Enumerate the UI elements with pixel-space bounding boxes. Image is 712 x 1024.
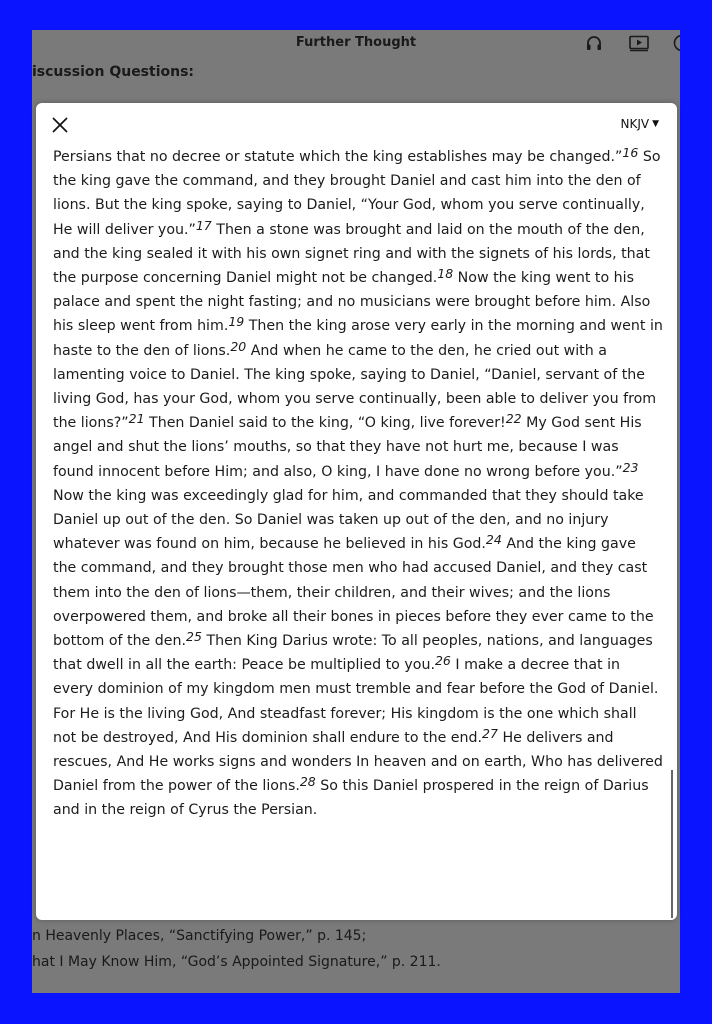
verse-number: 17 xyxy=(195,217,212,233)
more-icon[interactable] xyxy=(672,33,680,53)
reference-line: n Heavenly Places, “Sanctifying Power,” p. 145; xyxy=(32,928,367,944)
verse-text: He delivers and rescues, And He works signs and wonders In heaven and on earth, Who has delivered Daniel from the power of the lions. xyxy=(53,729,663,795)
version-selector[interactable] xyxy=(620,117,659,131)
passage-text xyxy=(53,145,663,905)
verse-number: 27 xyxy=(482,725,498,741)
verse-text: Then the king arose very early in the morning and went in haste to the den of lions. xyxy=(53,318,663,359)
verse-number: 18 xyxy=(437,266,454,282)
verse-text: So this Daniel prospered in the reign of Darius and in the reign of Cyrus the Persian. xyxy=(53,778,649,819)
verse-number: 19 xyxy=(228,314,245,330)
verse-number: 23 xyxy=(622,459,639,475)
verse-text: Now the king went to his palace and spent the night fasting; and no musicians were brought before him. Also his sleep went from him. xyxy=(53,270,651,335)
verse-number: 16 xyxy=(622,145,639,160)
verse-text: Now the king was exceedingly glad for him, and commanded that they should take Daniel up out of the den. So Daniel was taken up out of the den, and no injury whatever was found on him, because he believed in his God. xyxy=(53,487,644,553)
reference-line: hat I May Know Him, “God’s Appointed Signature,” p. 211. xyxy=(32,954,441,970)
discussion-questions-heading: iscussion Questions: xyxy=(32,64,195,80)
close-icon[interactable] xyxy=(50,115,70,135)
verse-number: 24 xyxy=(485,532,502,548)
scrollbar[interactable] xyxy=(671,770,673,918)
verse-text: And when he came to the den, he cried out with a lamenting voice to Daniel. The king spoke, saying to Daniel, “Daniel, servant of the living God, has your God, whom you serve continually, been able to deliver you from the lions?” xyxy=(53,342,657,432)
verse-text: I make a decree that in every dominion of my kingdom men must tremble and fear before the God of Daniel. For He is the living God, And steadfast forever; His kingdom is the one which shall not be destroyed, And His dominion shall endure to the end. xyxy=(53,657,659,746)
verse-text: Then King Darius wrote: To all peoples, nations, and languages that dwell in all the earth: Peace be multiplied to you. xyxy=(53,633,653,674)
top-bar xyxy=(32,30,680,56)
verse-text: And the king gave the command, and they brought those men who had accused Daniel, and they cast them into the den of lions—them, their children, and their wives; and the lions overpowered them, and broke all their bones in pieces before they ever came to the bottom of the den. xyxy=(53,536,654,650)
version-label: NKJV xyxy=(620,117,650,131)
verse-text: Then a stone was brought and laid on the mouth of the den, and the king sealed it with his own signet ring and with the signets of his lords, that the purpose concerning Daniel might not be changed. xyxy=(53,221,650,287)
verse-text: Then Daniel said to the king, “O king, live forever! xyxy=(144,415,506,432)
play-video-icon[interactable] xyxy=(628,33,648,53)
verse-text: So the king gave the command, and they brought Daniel and cast him into the den of lions. But the king spoke, saying to Daniel, “Your God, whom you serve continually, He will deliver you.” xyxy=(53,149,661,238)
verse-text: Persians that no decree or statute which the king establishes may be changed.” xyxy=(53,149,623,165)
headphones-icon[interactable] xyxy=(584,33,604,53)
scripture-modal xyxy=(36,103,677,920)
page-title: Further Thought xyxy=(295,35,417,50)
verse-number: 22 xyxy=(505,411,522,427)
verse-number: 28 xyxy=(299,774,316,790)
verse-number: 21 xyxy=(128,411,145,427)
verse-number: 26 xyxy=(434,653,451,669)
verse-number: 25 xyxy=(186,629,202,645)
verse-text: My God sent His angel and shut the lions’ mouths, so that they have not hurt me, because I was found innocent before Him; and also, O king, I have done no wrong before you.” xyxy=(53,415,642,480)
caret-down-icon: ▼ xyxy=(652,119,659,129)
verse-number: 20 xyxy=(230,338,247,354)
